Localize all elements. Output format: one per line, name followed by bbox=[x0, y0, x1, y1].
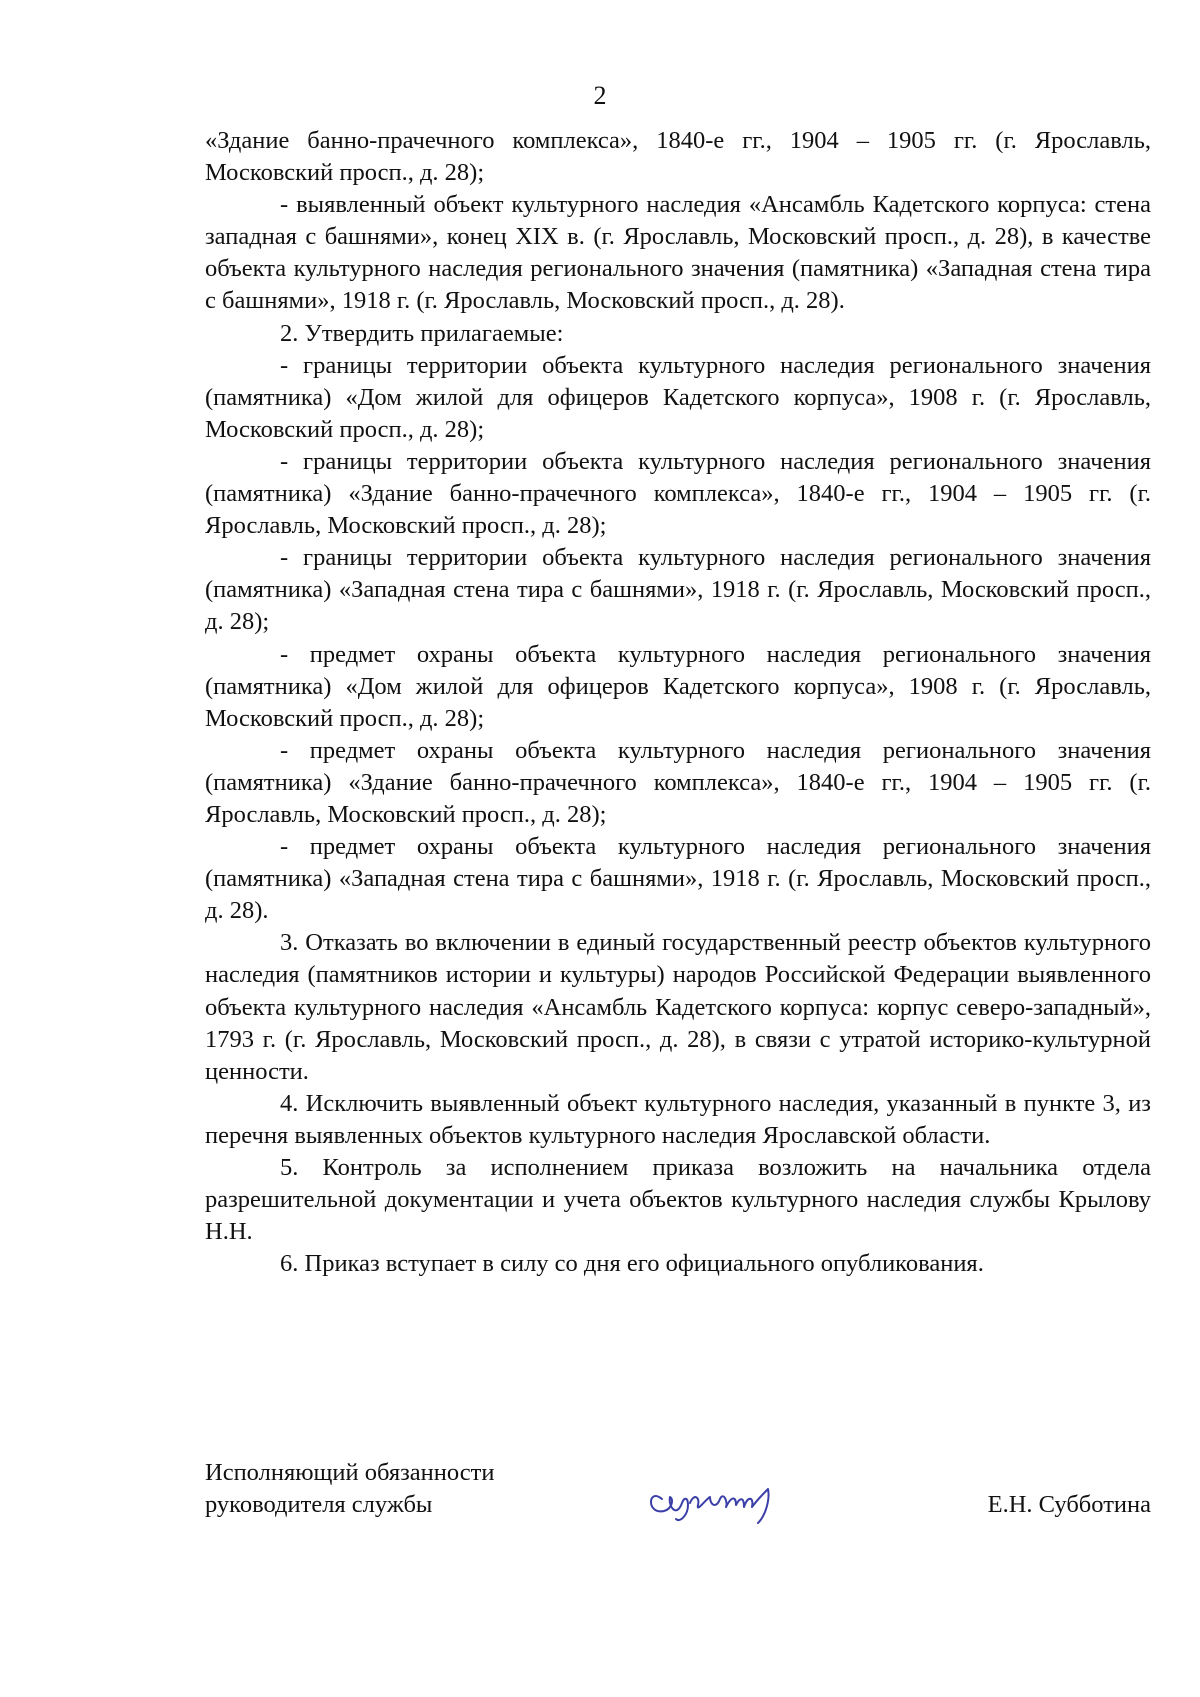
signatory-name: Е.Н. Субботина bbox=[987, 1491, 1151, 1518]
signatory-position bbox=[205, 1457, 494, 1521]
list-item: - предмет охраны объекта культурного наследия регионального значения (памятника) «Здание банно-прачечного комплекса», 1840-е гг., 1904 – 1905 гг. (г. Ярославль, Московский просп., д. 28); bbox=[205, 736, 1151, 828]
list-item: - границы территории объекта культурного наследия регионального значения (памятника) «Здание банно-прачечного комплекса», 1840-е гг., 1904 – 1905 гг. (г. Ярославль, Московский просп., д. 28); bbox=[205, 447, 1151, 540]
list-item: - границы территории объекта культурного наследия регионального значения (памятника) «Западная стена тира с башнями», 1918 г. (г. Ярославль, Московский просп., д. 28); bbox=[205, 544, 1151, 636]
clause-6: 6. Приказ вступает в силу со дня его официального опубликования. bbox=[280, 1250, 984, 1278]
list-item: - выявленный объект культурного наследия «Ансамбль Кадетского корпуса: стена западная с башнями», конец XIX в. (г. Ярославль, Московский просп., д. 28), в качестве объекта культурного наследия регионального значения (памятника) «Западная стена тира с башнями», 1918 г. (г. Ярославль, Московский просп., д. 28). bbox=[205, 191, 1151, 315]
list-item: - предмет охраны объекта культурного наследия регионального значения (памятника) «Дом жилой для офицеров Кадетского корпуса», 1908 г. (г. Ярославль, Московский просп., д. 28); bbox=[205, 640, 1151, 732]
signature-block bbox=[205, 1457, 1151, 1537]
list-item: - предмет охраны объекта культурного наследия регионального значения (памятника) «Западная стена тира с башнями», 1918 г. (г. Ярославль, Московский просп., д. 28). bbox=[205, 833, 1151, 925]
paragraph-continuation: «Здание банно-прачечного комплекса», 1840-е гг., 1904 – 1905 гг. (г. Ярославль, Московский просп., д. 28); bbox=[205, 127, 1151, 187]
clause-5: 5. Контроль за исполнением приказа возложить на начальника отдела разрешительной документации и учета объектов культурного наследия службы Крылову Н.Н. bbox=[205, 1154, 1151, 1246]
signatory-position-line-1: Исполняющий обязанности bbox=[205, 1459, 495, 1486]
signatory-position-line-2: руководителя службы bbox=[205, 1491, 433, 1518]
clause-4: 4. Исключить выявленный объект культурного наследия, указанный в пункте 3, из перечня выявленных объектов культурного наследия Ярославской области. bbox=[205, 1089, 1151, 1149]
document-body bbox=[205, 125, 1151, 1280]
clause-2: 2. Утвердить прилагаемые: bbox=[280, 319, 564, 347]
clause-3: 3. Отказать во включении в единый государственный реестр объектов культурного наследия (памятников истории и культуры) народов Российской Федерации выявленного объекта культурного наследия «Ансамбль Кадетского корпуса: корпус северо-западный», 1793 г. (г. Ярославль, Московский просп., д. 28), в связи с утратой историко-культурной ценности. bbox=[205, 929, 1151, 1085]
page-number: 2 bbox=[593, 81, 607, 110]
list-item: - границы территории объекта культурного наследия регионального значения (памятника) «Дом жилой для офицеров Кадетского корпуса», 1908 г. (г. Ярославль, Московский просп., д. 28); bbox=[205, 351, 1151, 443]
handwritten-signature bbox=[640, 1469, 790, 1529]
